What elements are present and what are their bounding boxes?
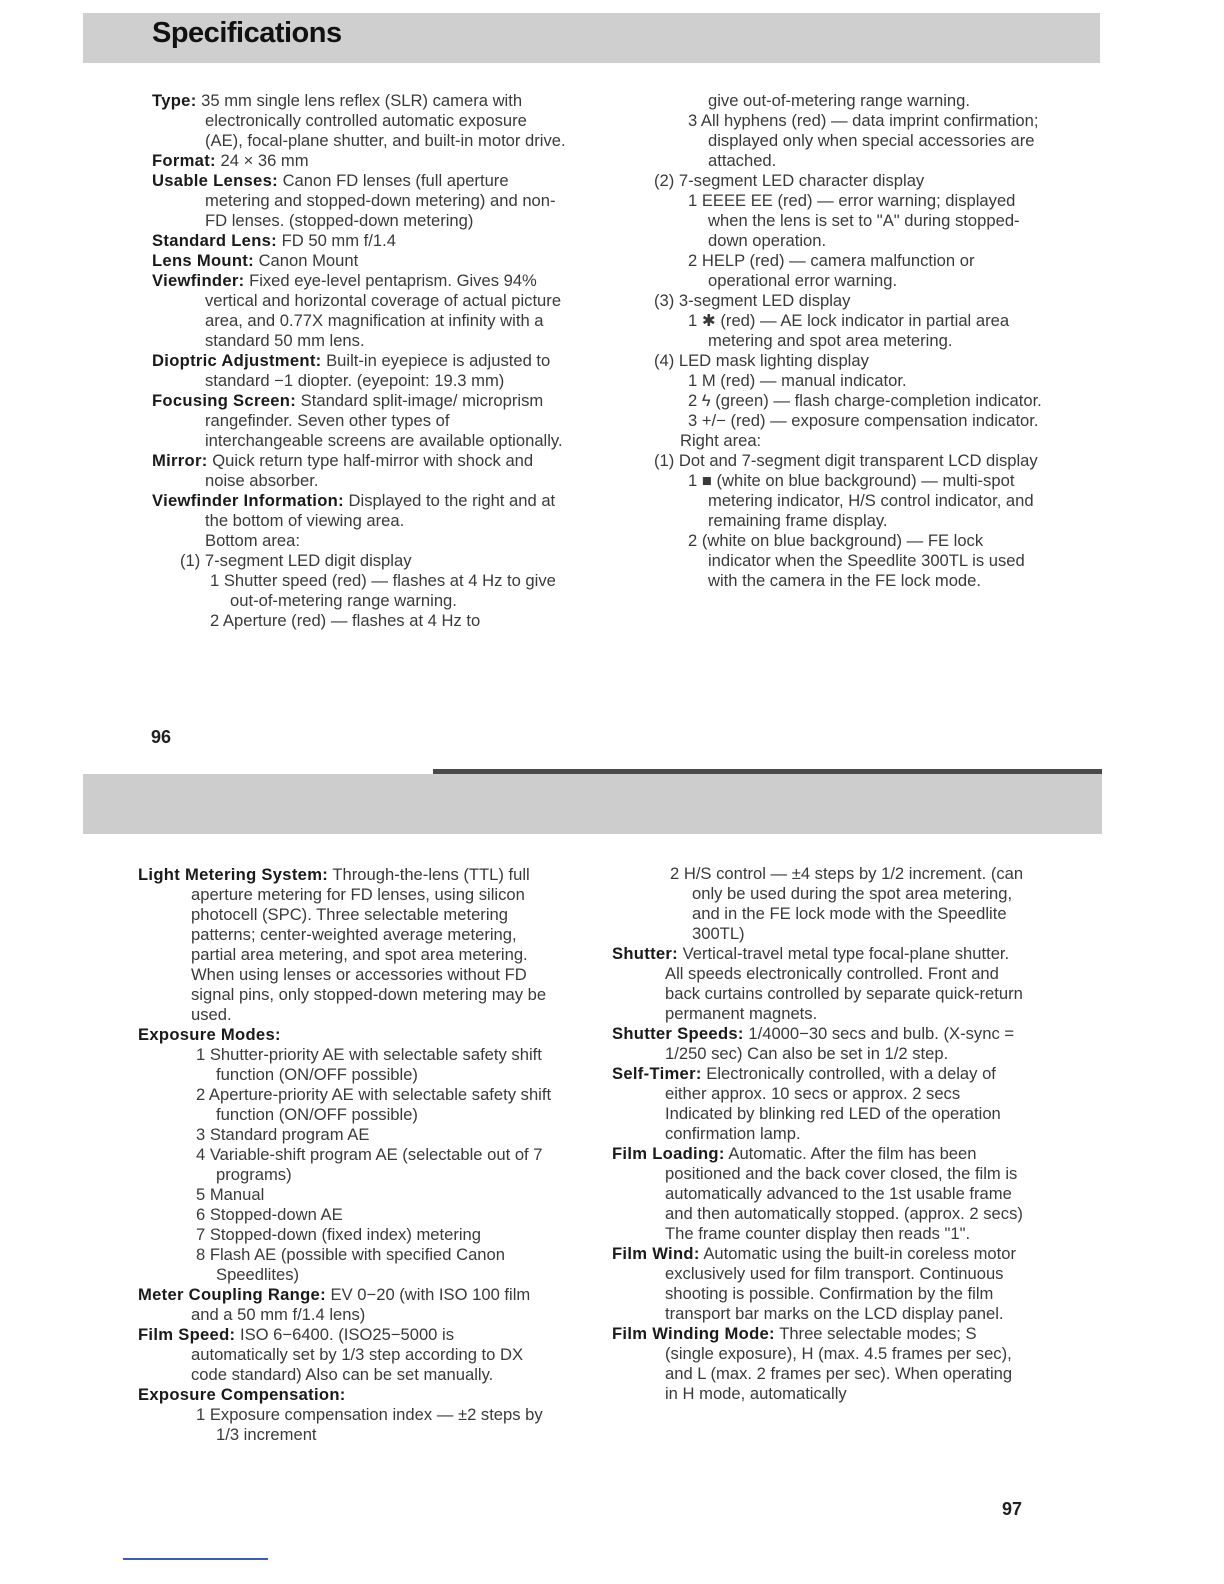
spec-film-winding-mode [612, 1324, 1026, 1404]
list-item [654, 471, 1046, 531]
spec-label: Film Wind: [612, 1244, 700, 1263]
item-number: 1 [688, 311, 698, 330]
item-number: 2 [688, 391, 698, 410]
spec-label: Meter Coupling Range: [138, 1285, 326, 1304]
spec-usable-lenses [152, 171, 568, 231]
spec-mirror [152, 451, 568, 491]
list-item: 3 +/− (red) — exposure compensation indicator. [688, 411, 1039, 430]
spec-label: Standard Lens: [152, 231, 277, 250]
page-number: 97 [1002, 1499, 1023, 1519]
spec-value: ISO 6−6400. (ISO25−5000 is automatically set by 1/3 step according to DX code standard) Also can be set manually. [191, 1325, 524, 1384]
spec-type [152, 91, 568, 151]
spec-viewfinder [152, 271, 568, 351]
list-item: 1 Shutter speed (red) — flashes at 4 Hz to give out-of-metering range warning. [210, 571, 556, 610]
list-item: 5 Manual [196, 1185, 265, 1204]
list-item: 2 (white on blue background) — FE lock indicator when the Speedlite 300TL is used with the camera in the FE lock mode. [688, 531, 1025, 590]
spec-film-wind [612, 1244, 1026, 1324]
list-item: 3 All hyphens (red) — data imprint confirmation; displayed only when special accessories are attached. [688, 111, 1039, 170]
flash-icon: ϟ [701, 391, 711, 410]
spec-value: Three selectable modes; S (single exposure), H (max. 4.5 frames per sec), and L (max. 2 frames per sec). When operating in H mode, automatically [665, 1324, 1013, 1403]
spec-light-metering [138, 865, 552, 1025]
spec-label: Exposure Compensation: [138, 1385, 346, 1404]
sub-heading: (3) 3-segment LED display [654, 291, 851, 310]
spec-label: Lens Mount: [152, 251, 254, 270]
spec-label: Exposure Modes: [138, 1025, 281, 1044]
list-item: 1 Exposure compensation index — ±2 steps by 1/3 increment [196, 1405, 543, 1444]
spec-format [152, 151, 568, 171]
spec-exposure-compensation [138, 1385, 552, 1405]
list-item: 1 M (red) — manual indicator. [688, 371, 907, 390]
list-item: 2 Aperture (red) — flashes at 4 Hz to [210, 611, 481, 630]
spec-label: Shutter: [612, 944, 679, 963]
spec-label: Mirror: [152, 451, 208, 470]
spec-value: Automatic using the built-in coreless motor exclusively used for film transport. Continuous shooting is possible. Confirmation by the film transport bar marks on the LCD display panel. [665, 1244, 1017, 1323]
spec-value: 35 mm single lens reflex (SLR) camera with electronically controlled automatic exposure (AE), focal-plane shutter, and built-in motor drive. [201, 91, 566, 150]
spec-label: Film Speed: [138, 1325, 236, 1344]
spec-value: Vertical-travel metal type focal-plane shutter. All speeds electronically controlled. Front and back curtains controlled by separate quick-return permanent magnets. [665, 944, 1023, 1023]
spec-film-speed [138, 1325, 552, 1385]
spec-value: EV 0−20 (with ISO 100 film and a 50 mm f/1.4 lens) [191, 1285, 531, 1324]
spec-label: Type: [152, 91, 197, 110]
list-item [654, 391, 1046, 411]
spec-value: Quick return type half-mirror with shock and noise absorber. [205, 451, 534, 490]
spec-value: Standard split-image/ microprism rangefinder. Seven other types of interchangeable screens are available optionally. [205, 391, 563, 450]
spec-value: Canon Mount [258, 251, 359, 270]
spec-exposure-modes [138, 1025, 552, 1045]
sub-heading: (1) 7-segment LED digit display [180, 551, 412, 570]
list-item: 2 Aperture-priority AE with selectable safety shift function (ON/OFF possible) [196, 1085, 552, 1124]
page97-left-column [138, 865, 552, 1445]
spec-meter-coupling [138, 1285, 552, 1325]
spec-value: Canon FD lenses (full aperture metering and stopped-down metering) and non-FD lenses. (stopped-down metering) [205, 171, 556, 230]
spec-value: Automatic. After the film has been positioned and the back cover closed, the film is automatically advanced to the 1st usable frame and then automatically stopped. (approx. 2 secs) The frame counter display then reads "1". [665, 1144, 1023, 1243]
list-item: 1 EEEE EE (red) — error warning; displayed when the lens is set to "A" during stopped-down operation. [688, 191, 1020, 250]
spec-label: Film Loading: [612, 1144, 725, 1163]
spec-label: Format: [152, 151, 216, 170]
spec-value: Displayed to the right and at the bottom of viewing area. [205, 491, 556, 530]
list-item: 2 H/S control — ±4 steps by 1/2 increment. (can only be used during the spot area metering, and in the FE lock mode with the Speedlite 300TL) [670, 864, 1024, 943]
page-title: Specifications [152, 17, 342, 49]
spec-label: Dioptric Adjustment: [152, 351, 322, 370]
sub-heading: (1) Dot and 7-segment digit transparent LCD display [654, 451, 1038, 470]
spec-lens-mount [152, 251, 568, 271]
spec-focusing-screen [152, 391, 568, 451]
spec-shutter-speeds [612, 1024, 1026, 1064]
sub-heading: (2) 7-segment LED character display [654, 171, 925, 190]
spec-value: 24 × 36 mm [220, 151, 309, 170]
list-item: 2 HELP (red) — camera malfunction or operational error warning. [688, 251, 975, 290]
spec-label: Usable Lenses: [152, 171, 278, 190]
item-text: (red) — AE lock indicator in partial area metering and spot area metering. [708, 311, 1010, 350]
item-text: (green) — flash charge-completion indicator. [715, 391, 1042, 410]
continued-text: give out-of-metering range warning. [708, 91, 970, 110]
list-item: 4 Variable-shift program AE (selectable out of 7 programs) [196, 1145, 543, 1184]
spec-value: 1/4000−30 secs and bulb. (X-sync = 1/250 sec) Can also be set in 1/2 step. [665, 1024, 1015, 1063]
right-area-label: Right area: [680, 431, 762, 450]
list-item [654, 311, 1046, 351]
spec-label: Shutter Speeds: [612, 1024, 744, 1043]
list-item: 7 Stopped-down (fixed index) metering [196, 1225, 482, 1244]
header-band-page-97 [83, 774, 1102, 834]
spec-label: Focusing Screen: [152, 391, 297, 410]
page96-left-column [152, 91, 568, 631]
spec-self-timer [612, 1064, 1026, 1144]
page96-right-column [654, 91, 1046, 591]
spec-label: Viewfinder: [152, 271, 245, 290]
multi-spot-icon: ■ [701, 471, 712, 490]
page97-right-column [612, 864, 1026, 1404]
spec-shutter [612, 944, 1026, 1024]
bottom-area-label: Bottom area: [205, 531, 301, 550]
list-item: 8 Flash AE (possible with specified Canon Speedlites) [196, 1245, 505, 1284]
item-number: 1 [688, 471, 698, 490]
spec-label: Light Metering System: [138, 865, 329, 884]
ae-lock-icon: ✱ [701, 311, 716, 330]
link-underline[interactable] [123, 1558, 268, 1560]
sub-heading: (4) LED mask lighting display [654, 351, 869, 370]
spec-dioptric [152, 351, 568, 391]
spec-standard-lens [152, 231, 568, 251]
spec-label: Viewfinder Information: [152, 491, 344, 510]
item-text: (white on blue background) — multi-spot metering indicator, H/S control indicator, and remaining frame display. [708, 471, 1034, 530]
list-item: 3 Standard program AE [196, 1125, 370, 1144]
list-item: 6 Stopped-down AE [196, 1205, 343, 1224]
list-item: 1 Shutter-priority AE with selectable safety shift function (ON/OFF possible) [196, 1045, 542, 1084]
spec-label: Self-Timer: [612, 1064, 702, 1083]
spec-value: Fixed eye-level pentaprism. Gives 94% vertical and horizontal coverage of actual picture area, and 0.77X magnification at infinity with a standard 50 mm lens. [205, 271, 562, 350]
spec-label: Film Winding Mode: [612, 1324, 775, 1343]
spec-value: FD 50 mm f/1.4 [281, 231, 396, 250]
spec-value: Built-in eyepiece is adjusted to standard −1 diopter. (eyepoint: 19.3 mm) [205, 351, 551, 390]
page-number: 96 [151, 727, 172, 747]
spec-value: Electronically controlled, with a delay of either approx. 10 secs or approx. 2 secs Indicated by blinking red LED of the operation confirmation lamp. [665, 1064, 1001, 1143]
spec-viewfinder-info [152, 491, 568, 531]
spec-value: Through-the-lens (TTL) full aperture metering for FD lenses, using silicon photocell (SPC). Three selectable metering patterns; center-weighted average metering, partial area metering, and spot area metering. When using lenses or accessories without FD signal pins, only stopped-down metering may be used. [191, 865, 547, 1024]
spec-film-loading [612, 1144, 1026, 1244]
